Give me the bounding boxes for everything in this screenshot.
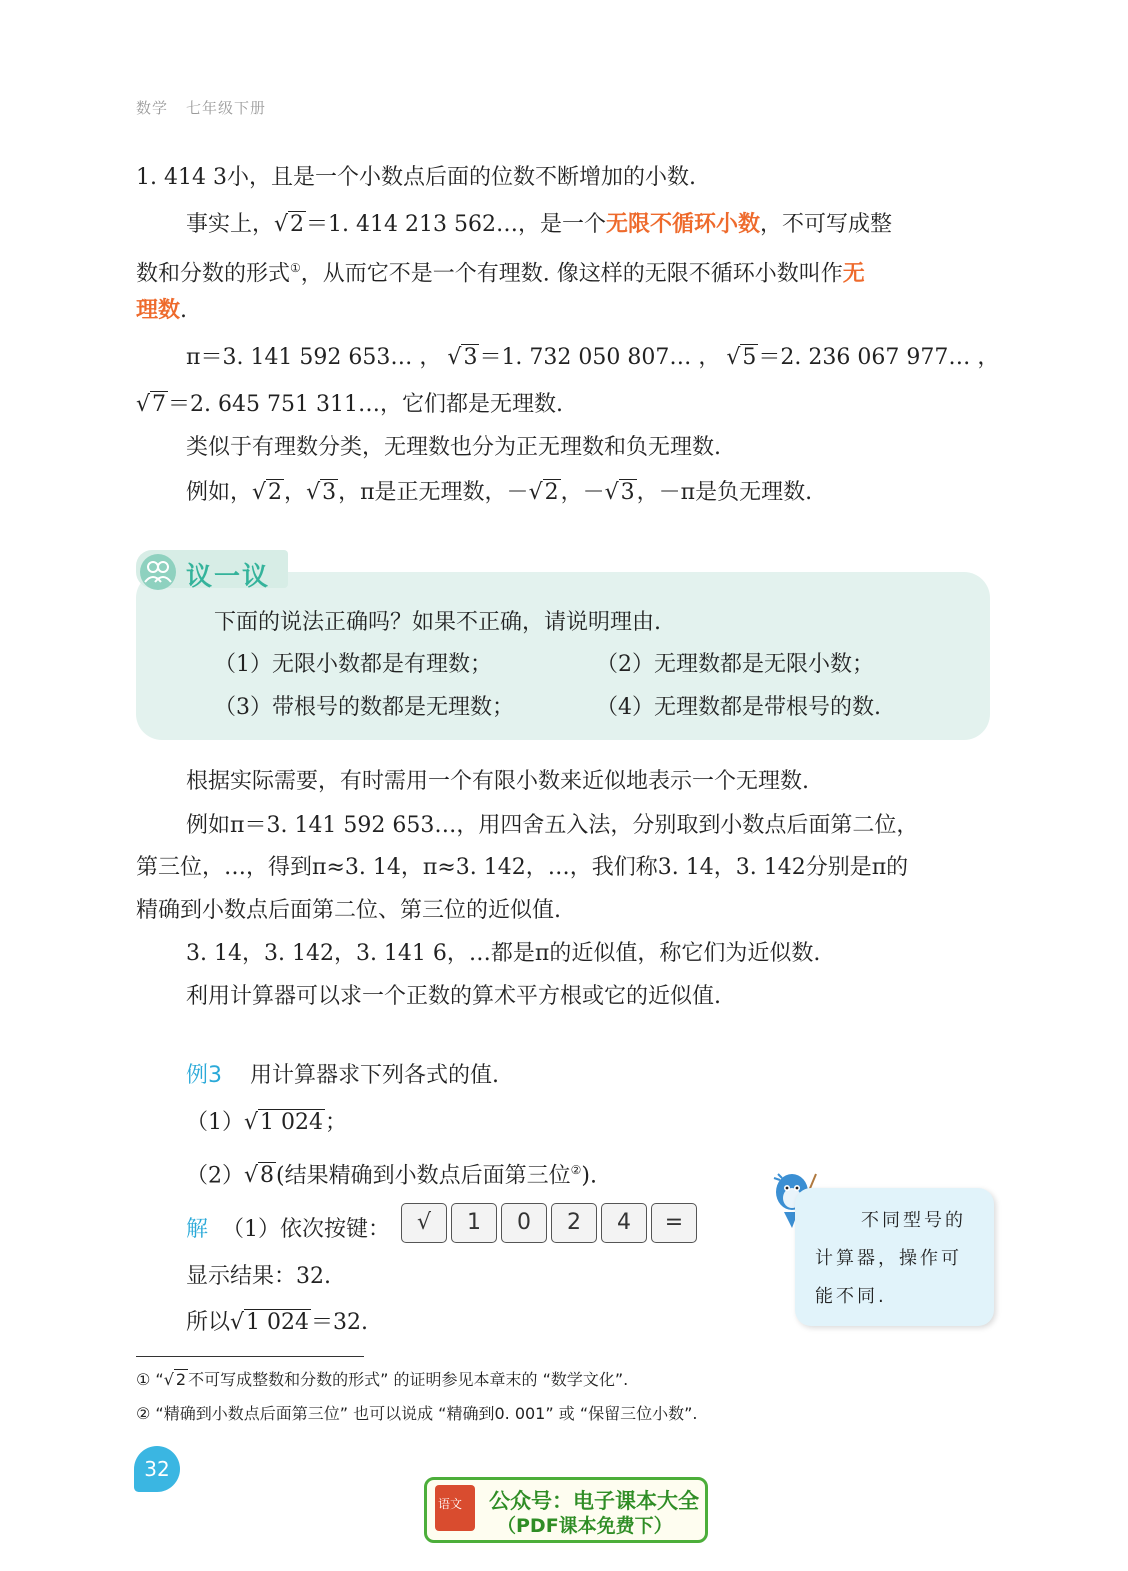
key-sequence: [401, 1203, 701, 1243]
text: （1）: [186, 1110, 244, 1135]
body-line-7: 类似于有理数分类，无理数也分为正无理数和负无理数.: [186, 435, 721, 460]
page-number: 32: [134, 1446, 180, 1492]
discussion-title: 议一议: [186, 562, 271, 592]
conclusion-line: [186, 1308, 368, 1338]
tip-line-1: 不同型号的: [861, 1210, 966, 1231]
text: ；: [325, 1110, 348, 1135]
example-label: 例3: [186, 1063, 222, 1088]
sqrt-3: √3: [604, 480, 635, 505]
solution-label: 解: [186, 1217, 209, 1242]
text: ＝1. 414 213 562…，是一个: [306, 212, 606, 237]
tip-line-2: 计算器，操作可: [815, 1248, 962, 1269]
key-sqrt: √: [401, 1203, 447, 1243]
text: ，从而它不是一个有理数. 像这样的无限不循环小数叫作: [300, 261, 843, 287]
radicand: 8: [260, 1163, 275, 1189]
footnote-2: ② “精确到小数点后面第三位” 也可以说成 “精确到0. 001” 或 “保留三位小数”.: [136, 1404, 698, 1423]
text: ，－π是负无理数.: [636, 480, 813, 505]
body-line-1: 1. 414 3小，且是一个小数点后面的位数不断增加的小数.: [136, 165, 696, 190]
discussion-item-2: （2）无理数都是无限小数；: [596, 652, 874, 677]
header-subject: 数学: [136, 99, 169, 117]
body2-line-5: 3. 14，3. 142，3. 141 6，…都是π的近似值，称它们为近似数.: [186, 941, 821, 966]
example-heading: [186, 1061, 499, 1091]
example-text: 用计算器求下列各式的值.: [250, 1063, 499, 1088]
term-irrational-decimal: 无限不循环小数: [606, 212, 761, 237]
sqrt-2: √2: [274, 212, 305, 237]
radicand: 1 024: [246, 1310, 310, 1335]
people-icon: [140, 554, 176, 590]
text: 所以: [186, 1310, 231, 1335]
header-grade: 七年级下册: [186, 99, 267, 117]
radicand: 2: [268, 480, 283, 505]
discussion-item-1: （1）无限小数都是有理数；: [214, 652, 492, 677]
watermark-banner: [424, 1477, 708, 1543]
text: 数和分数的形式: [136, 261, 291, 287]
text: 不可写成整数和分数的形式” 的证明参见本章末的 “数学文化”.: [188, 1370, 629, 1389]
solution-line: [186, 1215, 390, 1245]
body-line-3: [136, 253, 865, 289]
discussion-question: 下面的说法正确吗？如果不正确，请说明理由.: [214, 610, 661, 635]
sqrt-3: √3: [447, 345, 478, 370]
key-1: 1: [451, 1203, 497, 1243]
body2-line-2: 例如π＝3. 141 592 653…，用四舍五入法，分别取到小数点后面第二位，: [186, 813, 919, 838]
key-equals: =: [651, 1203, 697, 1243]
text: ＝2. 236 067 977… ，: [758, 345, 1000, 370]
body-line-8: [186, 478, 812, 508]
body2-line-3: 第三位，…，得到π≈3. 14，π≈3. 142，…，我们称3. 14，3. 142分别是π的: [136, 855, 909, 880]
watermark-line-1: 公众号：电子课本大全: [489, 1489, 699, 1513]
solution-text: （1）依次按键：: [222, 1217, 391, 1242]
text: （2）: [186, 1163, 244, 1189]
sqrt-7: √7: [136, 392, 167, 417]
key-4: 4: [601, 1203, 647, 1243]
icon-text: 语文: [438, 1497, 463, 1511]
body2-line-6: 利用计算器可以求一个正数的算术平方根或它的近似值.: [186, 984, 721, 1009]
body-line-4: [136, 296, 187, 326]
body-line-5: [186, 343, 999, 373]
text: π＝3. 141 592 653… ，: [186, 345, 442, 370]
tip-line-3: 能不同.: [815, 1286, 887, 1307]
text: ＝1. 732 050 807… ，: [479, 345, 721, 370]
text: .: [180, 298, 188, 323]
sqrt-8: √8: [244, 1163, 275, 1189]
body2-line-1: 根据实际需要，有时需用一个有限小数来近似地表示一个无理数.: [186, 769, 809, 794]
radicand: 3: [322, 480, 337, 505]
sqrt-5: √5: [726, 345, 757, 370]
sqrt-2: √2: [252, 480, 283, 505]
key-0: 0: [501, 1203, 547, 1243]
footnote-1: [136, 1367, 628, 1390]
watermark-line-2: （PDF课本免费下）: [497, 1515, 673, 1537]
text: ，－: [560, 480, 605, 505]
sqrt-3: √3: [306, 480, 337, 505]
radicand: 3: [463, 345, 478, 370]
radicand: 7: [152, 392, 167, 417]
body-line-2: [186, 210, 892, 240]
text: ＝32.: [311, 1310, 369, 1335]
key-2: 2: [551, 1203, 597, 1243]
term-irrational-1: 无: [842, 261, 865, 287]
footnote-rule: [136, 1356, 364, 1357]
footnote-mark-2: ②: [570, 1163, 582, 1177]
text: ，不可写成整: [760, 212, 893, 237]
footnote-mark-1: ①: [290, 261, 301, 275]
radicand: 2: [544, 480, 559, 505]
running-header: [136, 97, 266, 118]
radicand: 1 024: [260, 1110, 324, 1135]
sqrt-2: √2: [528, 480, 559, 505]
text: 例如，: [186, 480, 253, 505]
body-line-6: [136, 390, 563, 420]
text: ).: [581, 1163, 597, 1189]
sqrt-1024: √1 024: [244, 1110, 324, 1135]
text: (结果精确到小数点后面第三位: [276, 1163, 571, 1189]
body2-line-4: 精确到小数点后面第二位、第三位的近似值.: [136, 898, 561, 923]
text: ① “: [136, 1370, 164, 1389]
sqrt-1024: √1 024: [230, 1310, 310, 1335]
radicand: 5: [742, 345, 757, 370]
text: ，π是正无理数，－: [338, 480, 529, 505]
radicand: 3: [620, 480, 635, 505]
sqrt-2: √ 2: [163, 1370, 187, 1389]
discussion-item-3: （3）带根号的数都是无理数；: [214, 695, 514, 720]
text: ，: [284, 480, 307, 505]
text: ＝2. 645 751 311…，它们都是无理数.: [168, 392, 563, 417]
tip-bubble: [795, 1188, 994, 1326]
book-icon: [435, 1485, 475, 1531]
discussion-item-4: （4）无理数都是带根号的数.: [596, 695, 881, 720]
term-irrational-2: 理数: [136, 298, 181, 323]
text: 事实上，: [186, 212, 275, 237]
example-item-2: [186, 1155, 597, 1191]
radicand: 2: [290, 212, 305, 237]
radicand: 2: [175, 1370, 187, 1389]
result-line: 显示结果：32.: [186, 1264, 331, 1289]
example-item-1: [186, 1108, 347, 1138]
